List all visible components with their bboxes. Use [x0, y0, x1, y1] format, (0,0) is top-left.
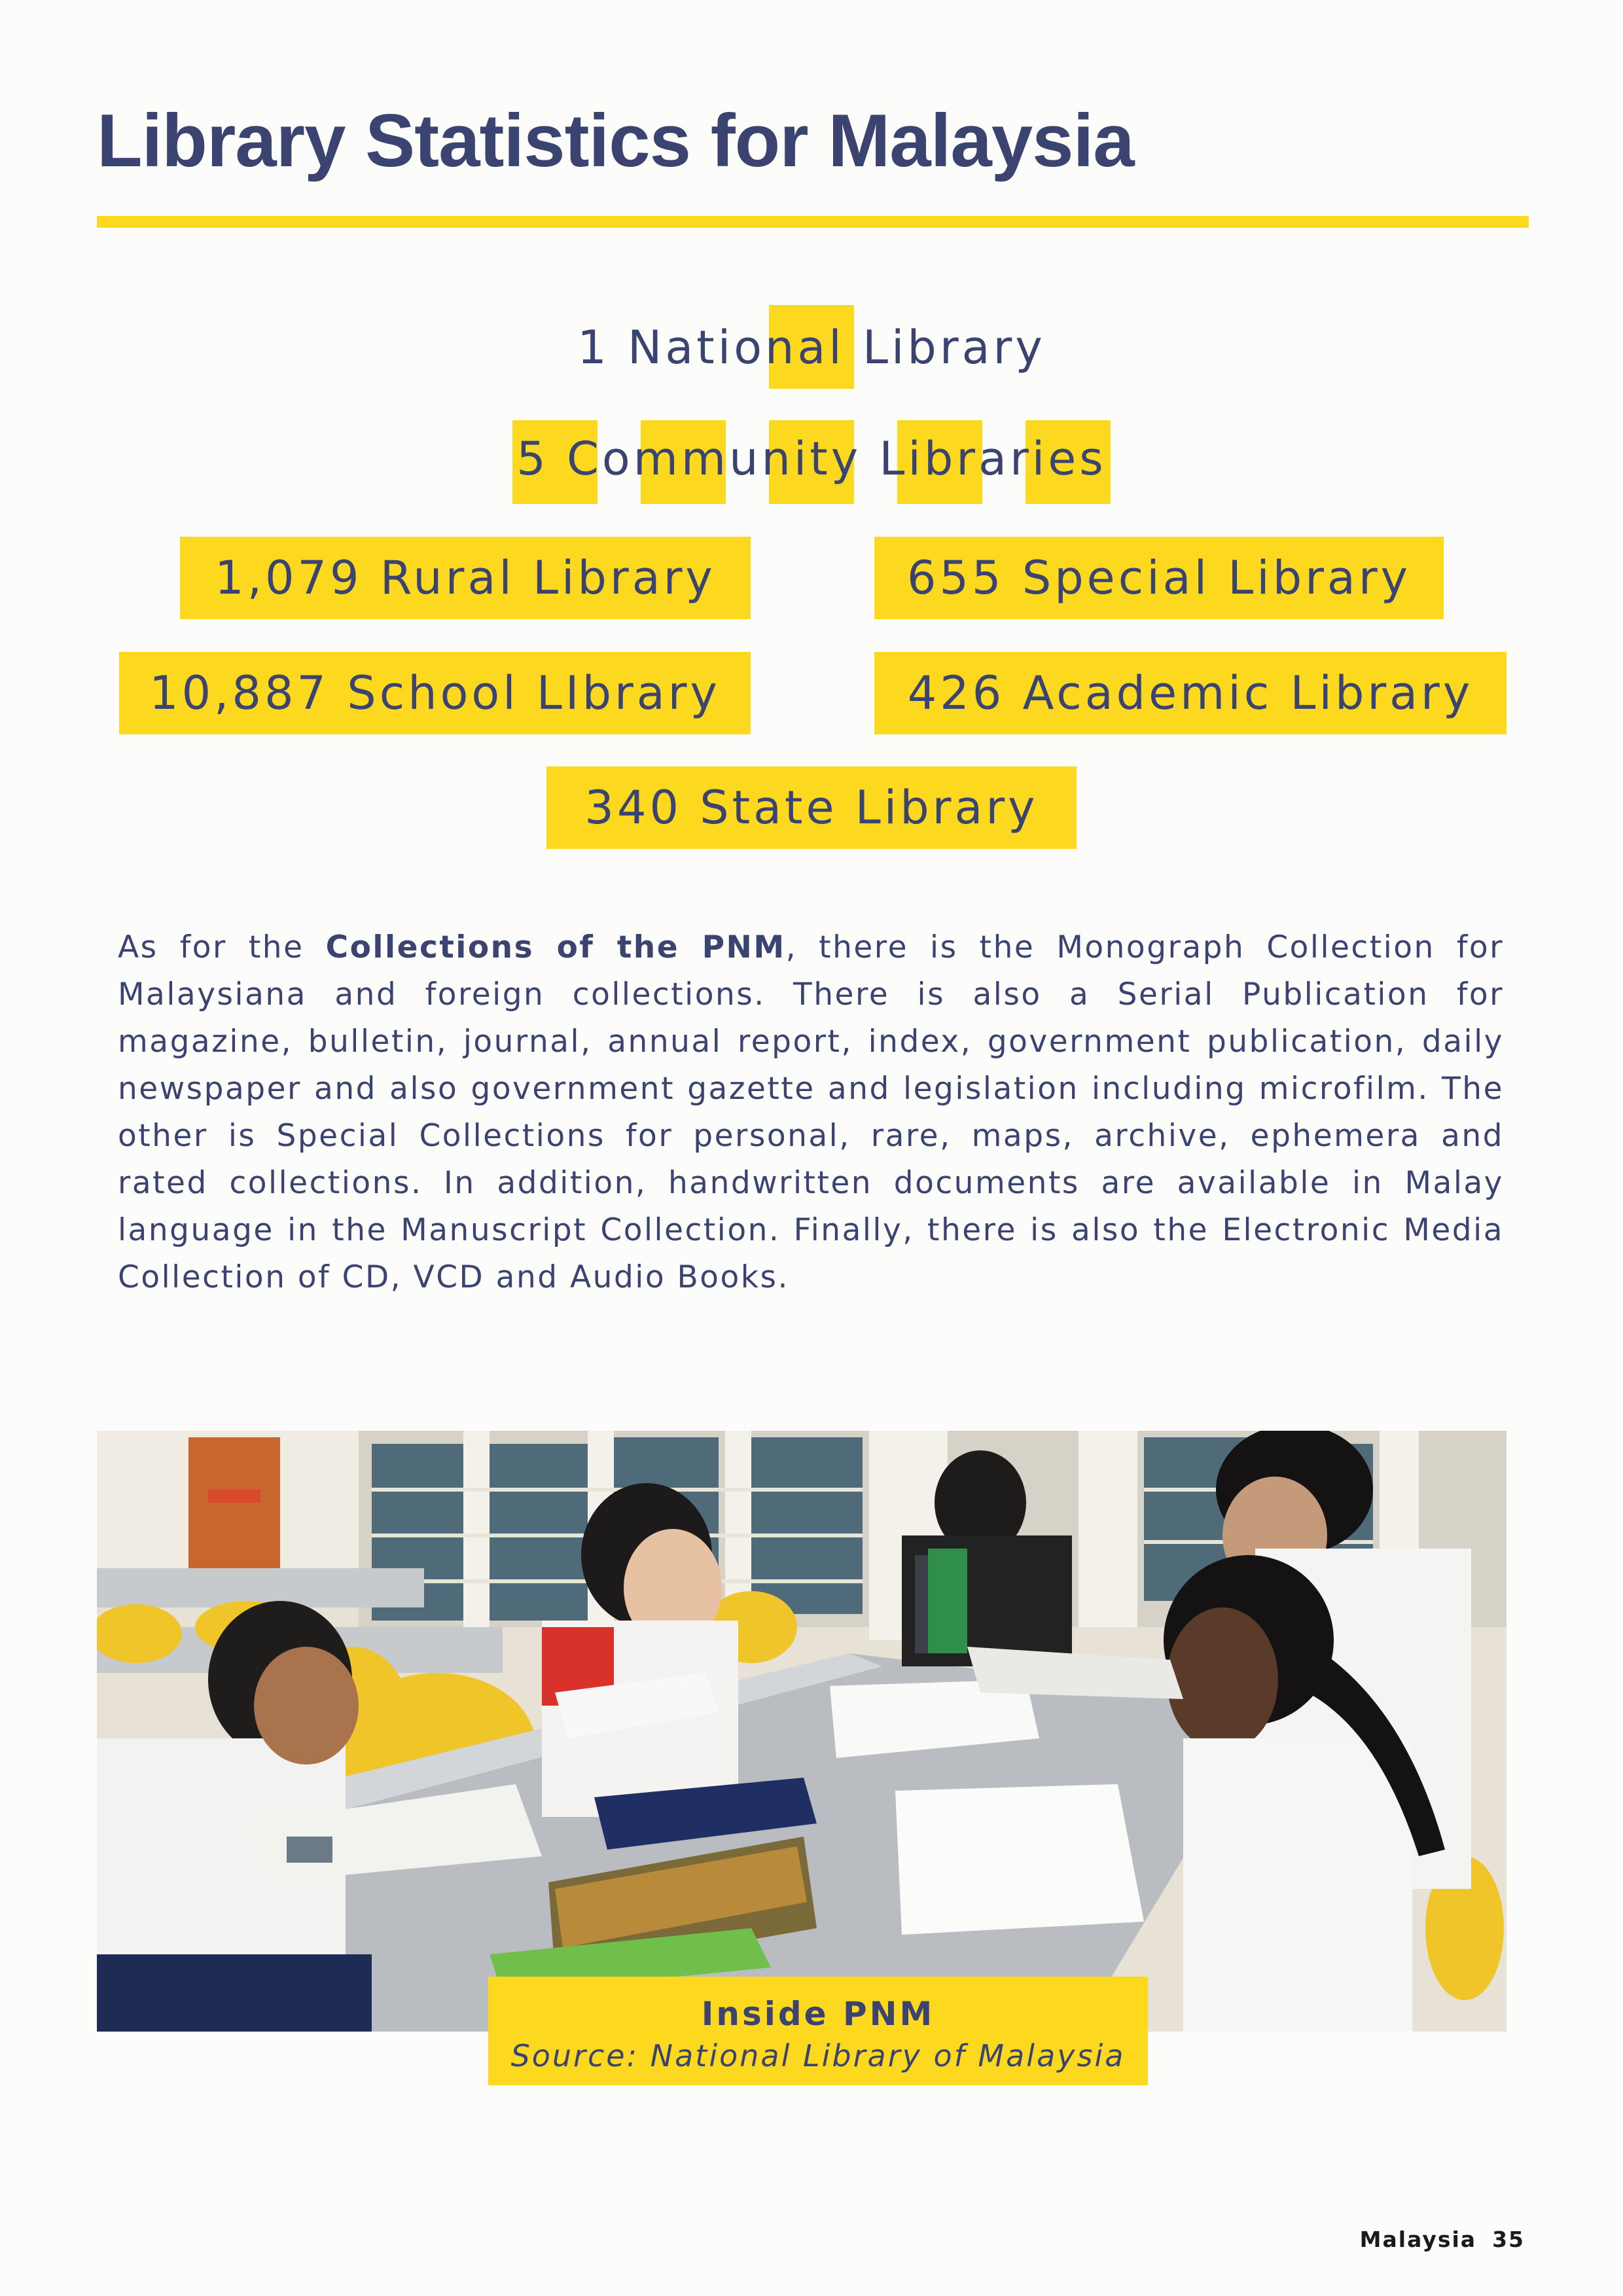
paragraph-lead: As for the	[118, 929, 326, 965]
footer-section: Malaysia	[1359, 2227, 1477, 2252]
photo-caption	[488, 1977, 1148, 2085]
title-underline	[97, 216, 1529, 228]
stat-state-library: 340 State Library	[546, 766, 1077, 849]
stat-national-library: 1 National Library	[577, 321, 1046, 374]
stat-community-libraries: 5 Community Libraries	[516, 432, 1107, 486]
stat-academic-library: 426 Academic Library	[874, 652, 1507, 734]
stat-special-library: 655 Special Library	[874, 537, 1444, 619]
paragraph-bold: Collections of the PNM	[325, 929, 786, 965]
page-title: Library Statistics for Malaysia	[97, 99, 1134, 183]
page-number: 35	[1492, 2227, 1525, 2252]
stat-rural-library: 1,079 Rural Library	[180, 537, 751, 619]
page-footer	[1360, 2227, 1525, 2252]
caption-title: Inside PNM	[701, 1995, 935, 2033]
collections-paragraph	[118, 924, 1504, 1301]
paragraph-rest: , there is the Monograph Collection for Malaysiana and foreign collections. There is also a Serial Publication for magazine, bulletin, journal, annual report, index, government publication, daily newspaper and also government gazette and legislation including microfilm. The other is Special Collections for personal, rare, maps, archive, ephemera and rated collections. In addition, handwritten documents are available in Malay language in the Manuscript Collection. Finally, there is also the Electronic Media Collection of CD, VCD and Audio Books.	[118, 929, 1504, 1295]
caption-source: Source: National Library of Malaysia	[510, 2038, 1126, 2073]
stat-school-library: 10,887 School LIbrary	[119, 652, 751, 734]
library-photo	[97, 1431, 1507, 2032]
